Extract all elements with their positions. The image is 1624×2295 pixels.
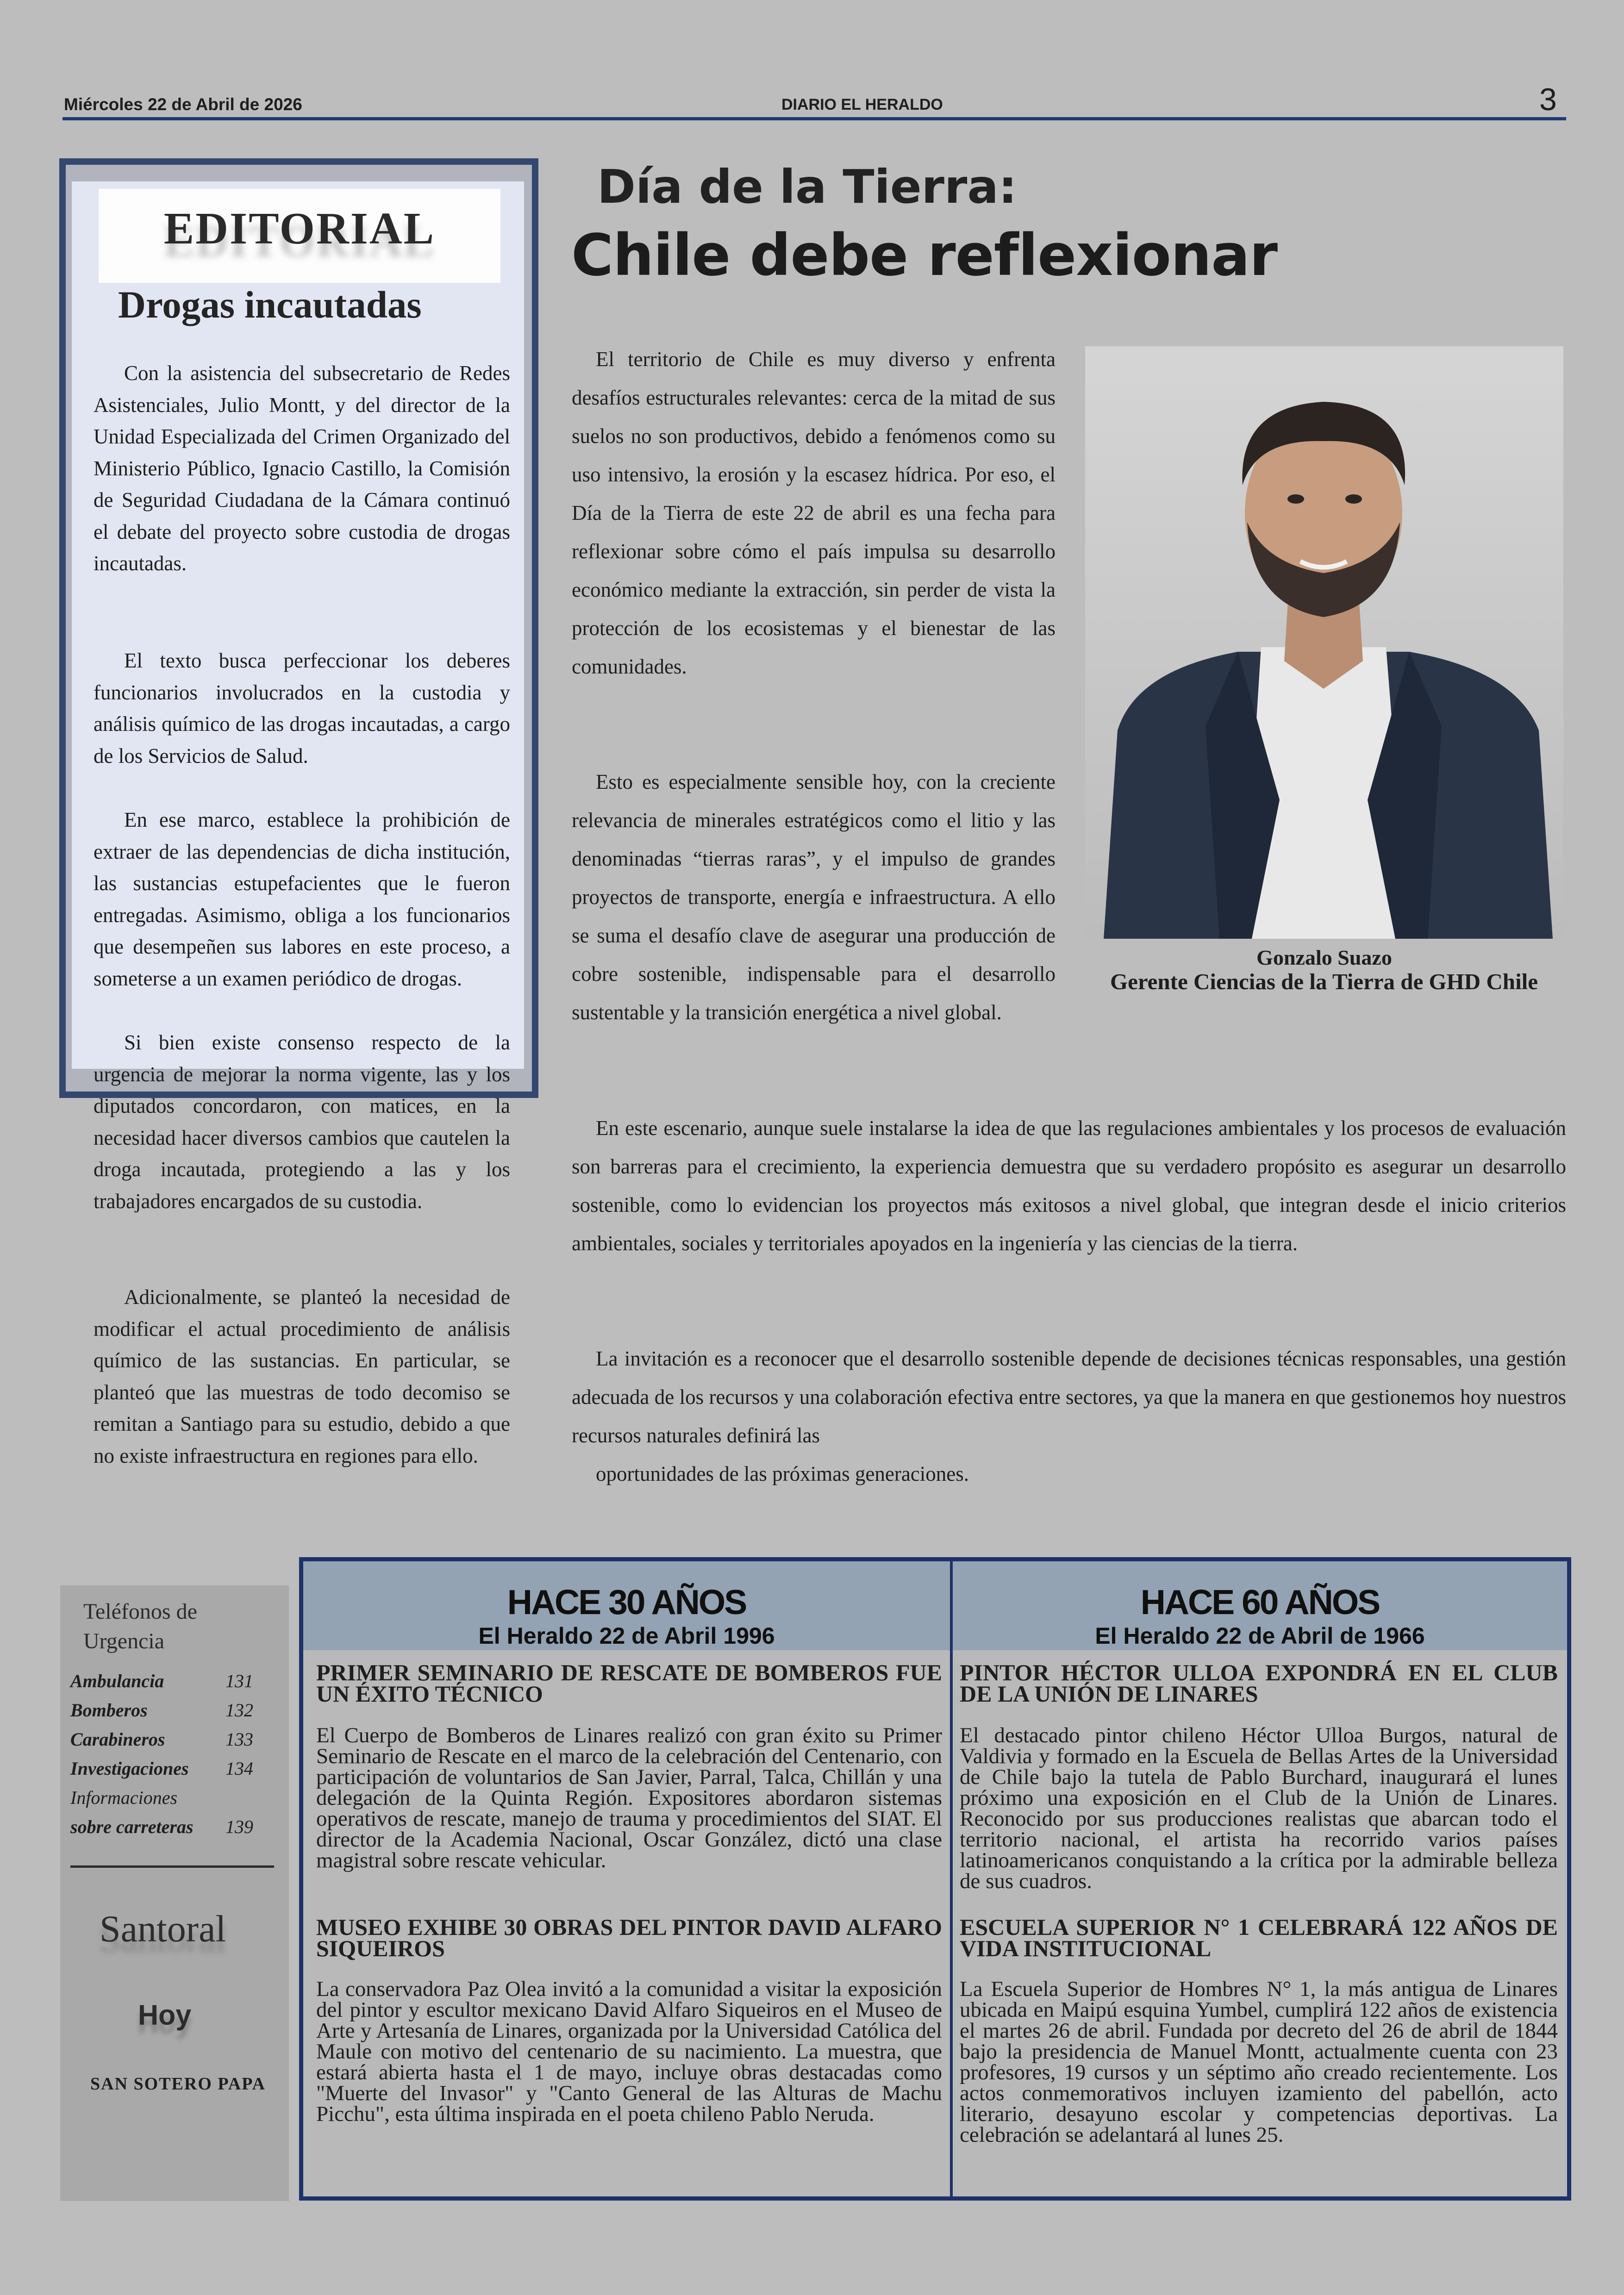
article-paragraph-2: Esto es especialmente sensible hoy, con la creciente relevancia de minerales estratégicos como el litio y las denominadas “tierras raras”, y el impulso de grandes proyectos de transporte, energía e infraestructura. A ello se suma el desafío clave de asegurar una producción de cobre sostenible, indispensable para el desarrollo sustentable y la transición energética a nivel global. (572, 770, 1056, 1024)
article-paragraph-1: El territorio de Chile es muy diverso y enfrenta desafíos estructurales relevantes: cerca de la mitad de sus suelos no son productivos, debido a fenómenos como su uso intensivo, la erosión y la escasez hídrica. Por eso, el Día de la Tierra de este 22 de abril es una fecha para reflexionar sobre cómo el país impulsa su desarrollo económico mediante la extracción, sin perder de vista la protección de los ecosistemas y el bienestar de las comunidades. (572, 348, 1056, 678)
header-rule (62, 117, 1566, 120)
phone-row (70, 1728, 265, 1750)
editorial-paragraph-5: Adicionalmente, se planteó la necesidad de modificar el actual procedimiento de análisis químico de las sustancias. En particular, se planteó que las muestras de todo decomiso se remitan a Santiago para su estudio, debido a que no existe infraestructura en regiones para ello. (94, 1285, 510, 1467)
phone-number: 134 (225, 1758, 253, 1779)
phone-roads-label: Informaciones (70, 1787, 178, 1808)
phone-number: 132 (225, 1700, 253, 1721)
santoral-today: Hoy (138, 1999, 192, 2031)
author-photo (1085, 346, 1563, 939)
history-left-title: HACE 30 AÑOS (507, 1583, 746, 1621)
page-number: 3 (1539, 82, 1557, 117)
photo-caption-name: Gonzalo Suazo (1256, 946, 1392, 969)
newspaper-name: DIARIO EL HERALDO (781, 96, 943, 113)
phone-row (70, 1758, 265, 1779)
article-kicker: Día de la Tierra: (597, 160, 1017, 214)
phone-row (70, 1670, 265, 1692)
editorial-paragraph-1: Con la asistencia del subsecretario de Redes Asistenciales, Julio Montt, y del director de la Unidad Especializada del Crimen Organizado del Ministerio Público, Ignacio Castillo, la Comisión de Seguridad Ciudadana de la Cámara continuó el debate del proyecto sobre custodia de drogas incautadas. (94, 362, 510, 575)
article-paragraph-3: En este escenario, aunque suele instalarse la idea de que las regulaciones ambientales y los procesos de evaluación son barreras para el crecimiento, la experiencia demuestra que su verdadero propósito es asegurar un desarrollo sostenible, como lo evidencian los proyectos más exitosos a nivel global, que integran desde el inicio criterios ambientales, sociales y territoriales apoyados en la ingeniería y las ciencias de la tierra. (572, 1116, 1566, 1255)
phone-number: 131 (225, 1671, 253, 1691)
emergency-phones-title: Teléfonos de Urgencia (83, 1599, 197, 1653)
editorial-paragraph-2: El texto busca perfeccionar los deberes funcionarios involucrados en la custodia y análisis químico de las drogas incautadas, a cargo de los Servicios de Salud. (94, 649, 510, 767)
history-left-subtitle: El Heraldo 22 de Abril 1996 (478, 1623, 775, 1649)
article-title: Chile debe reflexionar (571, 222, 1278, 289)
history-right-story2-headline: ESCUELA SUPERIOR N° 1 CELEBRARÁ 122 AÑOS DE VIDA INSTITUCIONAL (960, 1914, 1558, 1961)
santoral-saint: SAN SOTERO PAPA (90, 2074, 266, 2094)
santoral-title: Santoral (100, 1908, 226, 1950)
phone-label: Bomberos (70, 1700, 148, 1721)
history-left-story2-text: La conservadora Paz Olea invitó a la comunidad a visitar la exposición del pintor y escultor mexicano David Alfaro Siqueiros en el Museo de Arte y Artesanía de Linares, organizada por la Universidad Católica del Maule con motivo del centenario de su nacimiento. La muestra, que estará abierta hasta el 1 de mayo, incluye obras destacadas como "Muerte del Invasor" y "Canto General de las Alturas de Machu Picchu", esta última inspirada en el poeta chileno Pablo Neruda. (316, 1977, 942, 2126)
phone-number: 139 (225, 1816, 253, 1837)
phone-label: Carabineros (70, 1729, 165, 1750)
phone-label: Ambulancia (70, 1671, 164, 1691)
phone-row (70, 1816, 265, 1838)
portrait-illustration (1085, 346, 1563, 939)
history-right-title: HACE 60 AÑOS (1140, 1583, 1380, 1621)
history-column-divider (950, 1561, 953, 2196)
history-right-subtitle: El Heraldo 22 de Abril de 1966 (1095, 1623, 1425, 1649)
history-left-story2-headline: MUSEO EXHIBE 30 OBRAS DEL PINTOR DAVID ALFARO SIQUEIROS (316, 1914, 942, 1961)
history-left-story1-headline: PRIMER SEMINARIO DE RESCATE DE BOMBEROS FUE UN ÉXITO TÉCNICO (316, 1659, 942, 1707)
history-right-story1-text: El destacado pintor chileno Héctor Ulloa Burgos, natural de Valdivia y formado en la Escuela de Bellas Artes de la Universidad de Chile bajo la tutela de Pablo Burchard, inaugurará el lunes próximo una exposición en el Club de la Unión de Linares. Reconocido por sus producciones realistas que abarcan todo el territorio nacional, el artista ha recorrido varios países latinoamericanos conquistando a la crítica por la admirable belleza de sus cuadros. (960, 1723, 1558, 1893)
issue-date: Miércoles 22 de Abril de 2026 (64, 95, 302, 114)
editorial-section-title: EDITORIAL (163, 204, 436, 254)
editorial-paragraph-4: Si bien existe consenso respecto de la urgencia de mejorar la norma vigente, las y los diputados concordaron, con matices, en la necesidad hacer diversos cambios que cautelen la droga incautada, protegiendo a las y los trabajadores encargados de su custodia. (94, 1031, 510, 1213)
photo-caption-role: Gerente Ciencias de la Tierra de GHD Chile (1110, 969, 1538, 994)
phone-row (70, 1699, 265, 1721)
sidebar-divider (70, 1865, 274, 1868)
phone-label: Investigaciones (70, 1758, 189, 1779)
editorial-headline: Drogas incautadas (118, 283, 422, 326)
editorial-paragraph-3: En ese marco, establece la prohibición de extraer de las dependencias de dicha institución, las sustancias estupefacientes que le fueron entregadas. Asimismo, obliga a los funcionarios que desempeñen sus labores en este proceso, a someterse a un examen periódico de drogas. (94, 808, 510, 990)
phone-label: sobre carreteras (70, 1816, 194, 1837)
history-left-story1-text: El Cuerpo de Bomberos de Linares realizó con gran éxito su Primer Seminario de Rescate en el marco de la celebración del Centenario, con participación de voluntarios de San Javier, Parral, Talca, Chillán y una delegación de la Quinta Región. Expositores abordaron sistemas operativos de rescate, manejo de trauma y procedimientos del SIAT. El director de la Academia Nacional, Oscar González, dictó una clase magistral sobre rescate vehicular. (316, 1723, 942, 1872)
phone-number: 133 (225, 1729, 253, 1750)
article-paragraph-4: La invitación es a reconocer que el desarrollo sostenible depende de decisiones técnicas responsables, una gestión adecuada de los recursos y una colaboración efectiva entre sectores, ya que la manera en que gestionemos hoy nuestros recursos naturales definirá las (572, 1347, 1566, 1447)
history-right-story1-headline: PINTOR HÉCTOR ULLOA EXPONDRÁ EN EL CLUB DE LA UNIÓN DE LINARES (960, 1659, 1558, 1707)
history-right-story2-text: La Escuela Superior de Hombres N° 1, la más antigua de Linares ubicada en Maipú esquina Yumbel, cumplirá 122 años de existencia el martes 26 de abril. Fundada por decreto del 26 de abril de 1844 bajo la presidencia de Manuel Montt, actualmente cuenta con 23 profesores, 19 cursos y un séptimo año creado recientemente. Los actos conmemorativos incluyen izamiento del pabellón, acto literario, desayuno escolar y competencias deportivas. La celebración se adelantará al lunes 25. (960, 1977, 1558, 2147)
article-paragraph-5: oportunidades de las próximas generaciones. (596, 1462, 969, 1485)
